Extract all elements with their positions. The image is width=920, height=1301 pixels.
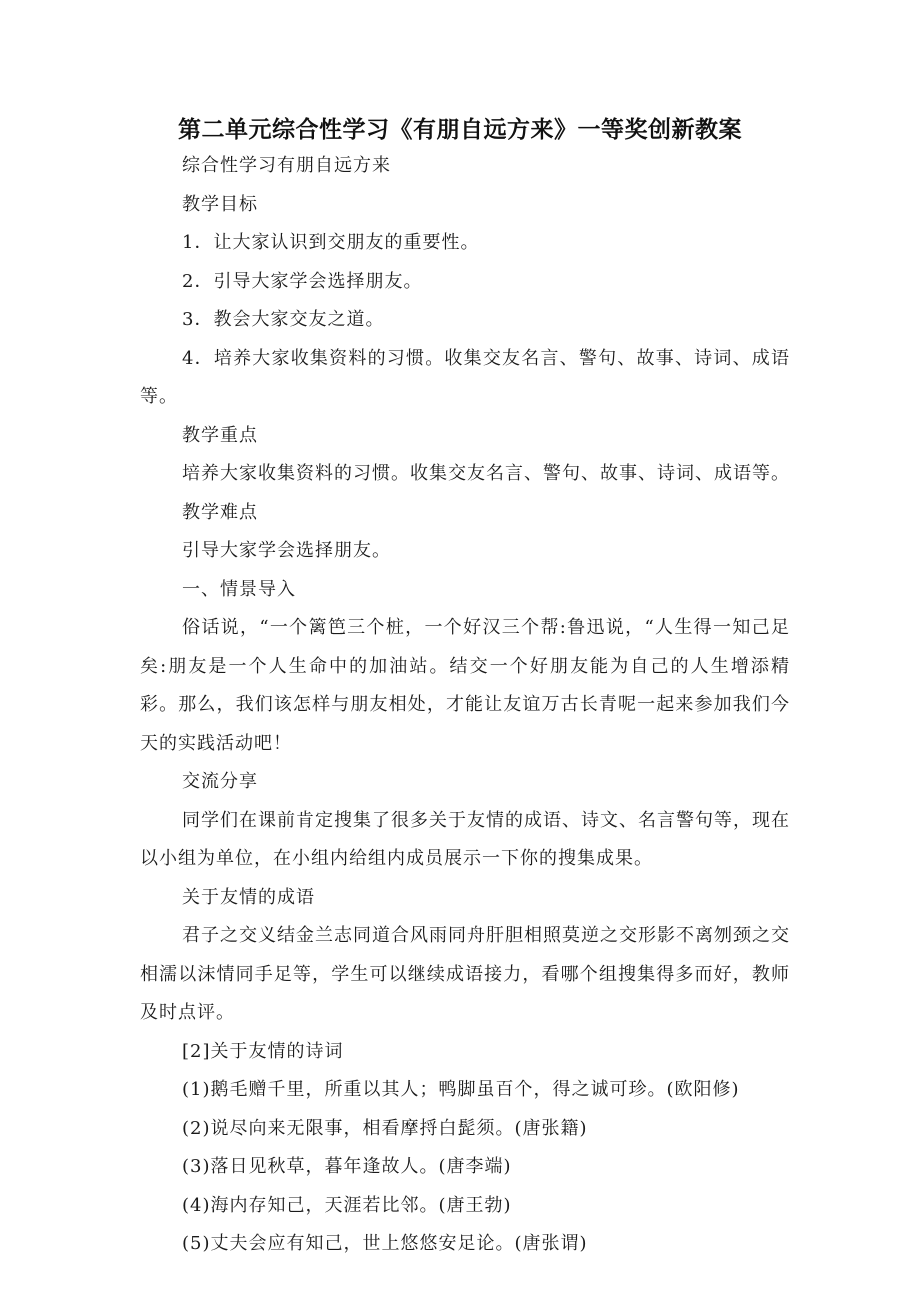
- paragraph-objective-1: 1．让大家认识到交朋友的重要性。: [182, 232, 480, 253]
- paragraph-idioms: 君子之交义结金兰志同道合风雨同舟肝胆相照莫逆之交形影不离刎颈之交相濡以沫情同手足等，学生可以继续成语接力，看哪个组搜集得多而好，教师及时点评。: [140, 925, 790, 1023]
- document-title: 第二单元综合性学习《有朋自远方来》一等奖创新教案: [178, 117, 742, 143]
- paragraph-objective-3: 3．教会大家交友之道。: [182, 309, 385, 330]
- paragraph-objective-4: 4．培养大家收集资料的习惯。收集交友名言、警句、故事、诗词、成语等。: [140, 347, 790, 407]
- document-body: [140, 147, 790, 1264]
- paragraph-heading-objectives: 教学目标: [182, 193, 258, 215]
- paragraph-objective-2: 2．引导大家学会选择朋友。: [182, 270, 423, 292]
- paragraph-heading-intro: 一、情景导入: [182, 578, 296, 600]
- paragraph-heading-difficulties: 教学难点: [182, 501, 258, 523]
- paragraph-subtitle: 综合性学习有朋自远方来: [182, 155, 391, 176]
- paragraph-poem-3: (3)落日见秋草，暮年逢故人。(唐李端): [182, 1156, 512, 1177]
- paragraph-poem-5: (5)丈夫会应有知己，世上悠悠安足论。(唐张谓): [182, 1233, 588, 1254]
- paragraph-heading-key-points: 教学重点: [182, 424, 258, 446]
- paragraph-heading-sharing: 交流分享: [182, 771, 258, 792]
- paragraph-intro: 俗话说，“一个篱笆三个桩，一个好汉三个帮:鲁迅说，“人生得一知己足矣:朋友是一个人生命中的加油站。结交一个好朋友能为自己的人生增添精彩。那么，我们该怎样与朋友相处，才能让友谊万古长青呢一起来参加我们今天的实践活动吧！: [140, 617, 790, 754]
- paragraph-poem-4: (4)海内存知己，天涯若比邻。(唐王勃): [182, 1194, 512, 1216]
- paragraph-difficulties: 引导大家学会选择朋友。: [182, 540, 391, 561]
- paragraph-key-points: 培养大家收集资料的习惯。收集交友名言、警句、故事、诗词、成语等。: [182, 463, 790, 484]
- paragraph-poem-1: (1)鹅毛赠千里，所重以其人；鸭脚虽百个，得之诚可珍。(欧阳修): [182, 1079, 740, 1100]
- paragraph-heading-idioms: 关于友情的成语: [182, 886, 315, 908]
- paragraph-heading-poems: [2]关于友情的诗词: [182, 1040, 344, 1062]
- paragraph-sharing: 同学们在课前肯定搜集了很多关于友情的成语、诗文、名言警句等，现在以小组为单位，在小组内给组内成员展示一下你的搜集成果。: [140, 809, 790, 869]
- paragraph-poem-2: (2)说尽向来无限事，相看摩捋白髭须。(唐张籍): [182, 1117, 588, 1139]
